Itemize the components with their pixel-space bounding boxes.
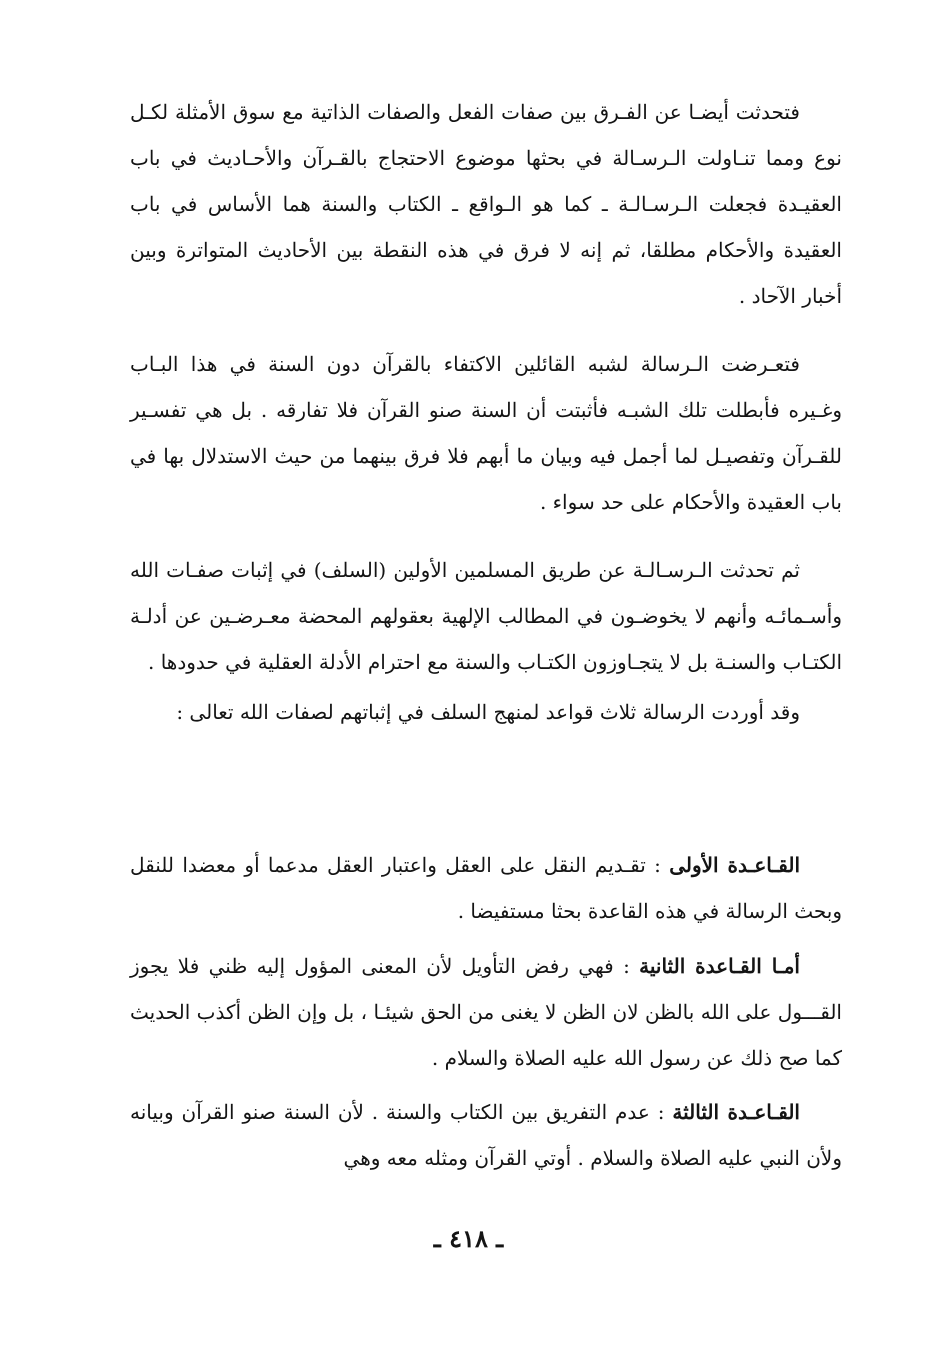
rule-1-paragraph [130, 842, 842, 934]
text-block-2 [130, 341, 842, 525]
text-block-rule-2 [130, 943, 842, 1081]
paragraph-salaf-method: ثم تحدثت الـرسـالـة عن طريق المسلمين الأولين (السلف) في إثبات صفـات الله وأسـمائـه وأنهم لا يخوضـون في المطالب الإلهية بعقولهم المحضة معـرضـين عن أدلـة الكتـاب والسنـة بل لا يتجـاوزون الكتـاب والسنة مع احترام الأدلة العقلية في حدودها . [130, 558, 842, 674]
text-block-1 [130, 89, 842, 319]
text-block-3 [130, 547, 842, 735]
rule-3-title: القـاعـدة الثالثة [672, 1100, 800, 1124]
text-block-rule-3 [130, 1089, 842, 1181]
rule-3-text: : عدم التفريق بين الكتاب والسنة . لأن السنة صنو القرآن وبيانه ولأن النبي عليه الصلاة والسلام . أوتي القرآن ومثله معه وهي [130, 1100, 842, 1170]
text-block-rule-1 [130, 842, 842, 934]
rule-1-text: : تقـديم النقل على العقل واعتبار العقل مدعما أو معضدا للنقل وبحث الرسالة في هذه القاعدة بحثا مستفيضا . [130, 853, 842, 923]
rule-2-text: : فهي رفض التأويل لأن المعنى المؤول إليه ظني فلا يجوز القـــول على الله بالظن لان الظن لا يغنى من الحق شيئـا ، بل وإن الظن أكذب الحديث كما صح ذلك عن رسول الله عليه الصلاة والسلام . [130, 954, 842, 1070]
paragraph-three-rules-intro: وقد أوردت الرسالة ثلاث قواعد لمنهج السلف في إثباتهم لصفات الله تعالى : [176, 700, 800, 724]
paragraph-sunnah-refutation: فتعـرضت الـرسالة لشبه القائلين الاكتفاء بالقرآن دون السنة في هذا البـاب وغـيره فأبطلت تلك الشبـه فأثبتت أن السنة صنو القرآن فلا تفارقه . بل هي تفسـير للقـرآن وتفصيـل لما أجمل فيه وبيان ما أبهم فلا فرق بينهما من حيث الاستدلال بها في باب العقيدة والأحكام على حد سواء . [130, 352, 842, 514]
rule-1-title: القـاعـدة الأولى [669, 853, 800, 877]
paragraph-attributes-and-evidence: فتحدثت أيضـا عن الفـرق بين صفات الفعل والصفات الذاتية مع سوق الأمثلة لكـل نوع ومما تنـاولت الـرسـالة في بحثها موضوع الاحتجاج بالقـرآن والأحـاديث في باب العقيـدة فجعلت الـرسـالـة ـ كما هو الـواقع ـ الكتاب والسنة هما الأساس في باب العقيدة والأحكام مطلقا، ثم إنه لا فرق في هذه النقطة بين الأحاديث المتواترة وبين أخبار الآحاد . [130, 100, 842, 308]
rule-3-paragraph [130, 1089, 842, 1181]
rule-2-title: أمـا القـاعدة الثانية [639, 954, 800, 978]
rule-2-paragraph [130, 943, 842, 1081]
page-number: ـ ٤١٨ ـ [433, 1224, 504, 1253]
